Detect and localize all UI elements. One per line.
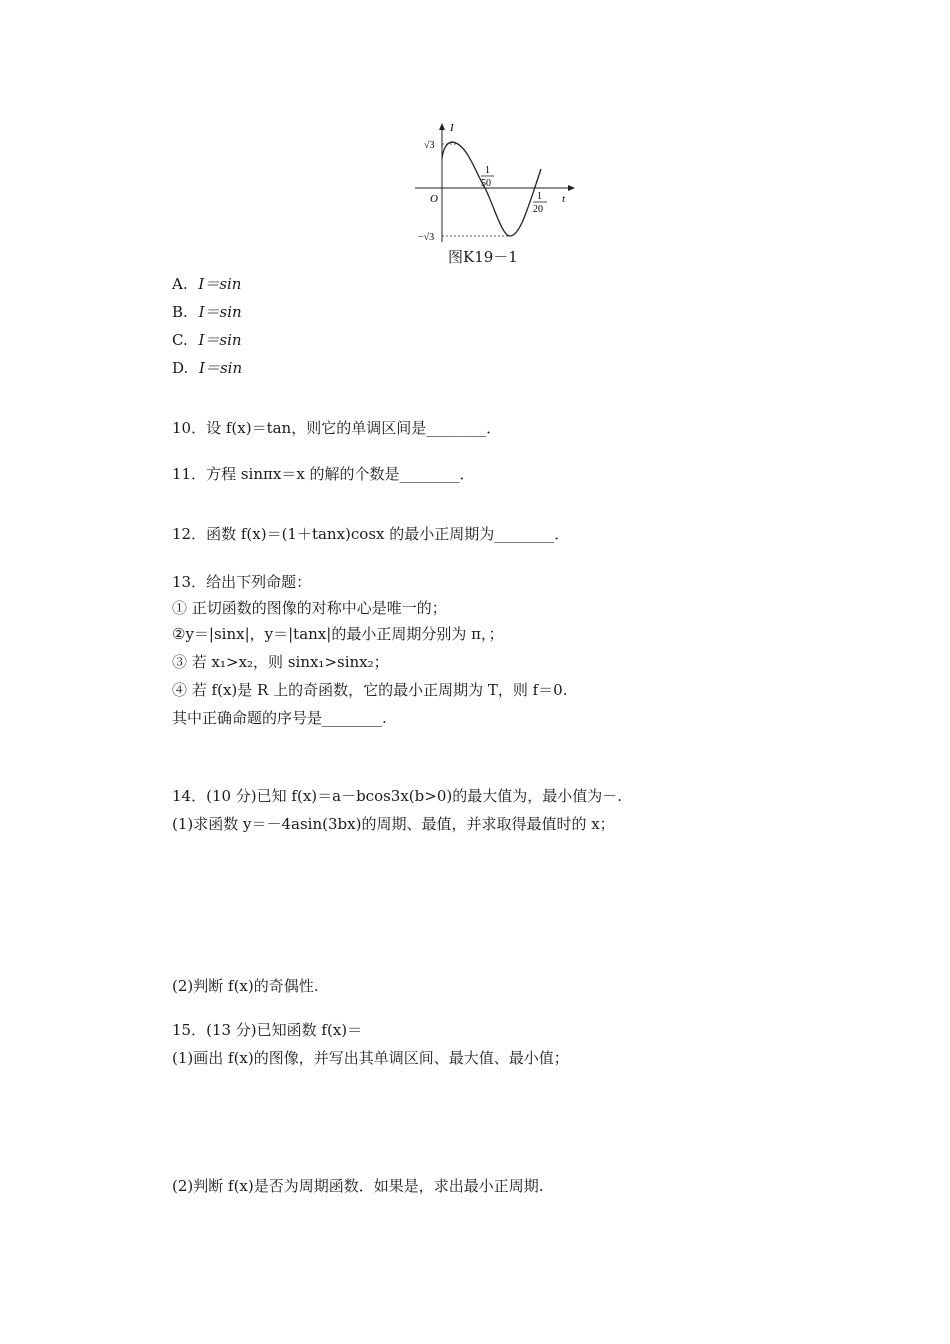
y-min-label: −√3 xyxy=(418,232,435,243)
option-a xyxy=(172,274,241,294)
i-axis-arrow xyxy=(439,123,445,130)
question-12: 12．函数 f(x)＝(1＋tanx)cosx 的最小正周期为________． xyxy=(172,525,570,543)
question-13-title: 13．给出下列命题： xyxy=(172,573,312,591)
y-axis-label: I xyxy=(450,122,454,134)
x-axis-label: t xyxy=(562,193,566,205)
question-15-part1: (1)画出 f(x)的图像，并写出其单调区间、最大值、最小值； xyxy=(172,1049,569,1067)
t-axis-arrow xyxy=(568,185,575,191)
question-13-item: ③ 若 x₁>x₂，则 sinx₁>sinx₂； xyxy=(172,653,389,671)
y-max-label: √3 xyxy=(424,140,435,151)
question-13-item: ②y＝|sinx|，y＝|tanx|的最小正周期分别为 π，； xyxy=(172,625,504,643)
sine-graph-figure xyxy=(410,118,580,248)
question-11: 11．方程 sinπx＝x 的解的个数是________． xyxy=(172,465,475,483)
sine-graph xyxy=(410,118,580,248)
question-13-item: ① 正切函数的图像的对称中心是唯一的； xyxy=(172,599,447,617)
question-15-stem: 15．(13 分)已知函数 f(x)＝ xyxy=(172,1021,363,1039)
option-label: B. xyxy=(172,303,188,321)
option-expr: I＝sin xyxy=(198,303,242,321)
figure-caption: 图K19－1 xyxy=(448,248,518,266)
option-expr: I＝sin xyxy=(198,275,242,293)
option-label: C. xyxy=(172,331,188,349)
question-10: 10．设 f(x)＝tan，则它的单调区间是________． xyxy=(172,419,502,437)
option-label: A. xyxy=(172,275,188,293)
option-expr: I＝sin xyxy=(198,331,242,349)
option-d xyxy=(172,358,242,378)
tick1-denominator: 50 xyxy=(481,178,491,189)
tick2-denominator: 20 xyxy=(533,204,543,215)
option-expr: I＝sin xyxy=(199,359,243,377)
tick2-numerator: 1 xyxy=(537,191,542,202)
question-15-part2: (2)判断 f(x)是否为周期函数．如果是，求出最小正周期. xyxy=(172,1177,544,1195)
origin-label: O xyxy=(430,193,438,205)
question-14-part1: (1)求函数 y＝－4asin(3bx)的周期、最值，并求取得最值时的 x； xyxy=(172,815,615,833)
option-b xyxy=(172,302,242,322)
question-14-part2: (2)判断 f(x)的奇偶性. xyxy=(172,977,319,995)
sine-curve xyxy=(442,142,541,236)
question-14-stem: 14．(10 分)已知 f(x)＝a－bcos3x(b>0)的最大值为，最小值为－. xyxy=(172,787,622,805)
tick1-numerator: 1 xyxy=(485,165,490,176)
question-13-item: ④ 若 f(x)是 R 上的奇函数，它的最小正周期为 T，则 f＝0. xyxy=(172,681,568,699)
option-c xyxy=(172,330,242,350)
option-label: D. xyxy=(172,359,189,377)
question-13-ask: 其中正确命题的序号是________. xyxy=(172,709,387,727)
